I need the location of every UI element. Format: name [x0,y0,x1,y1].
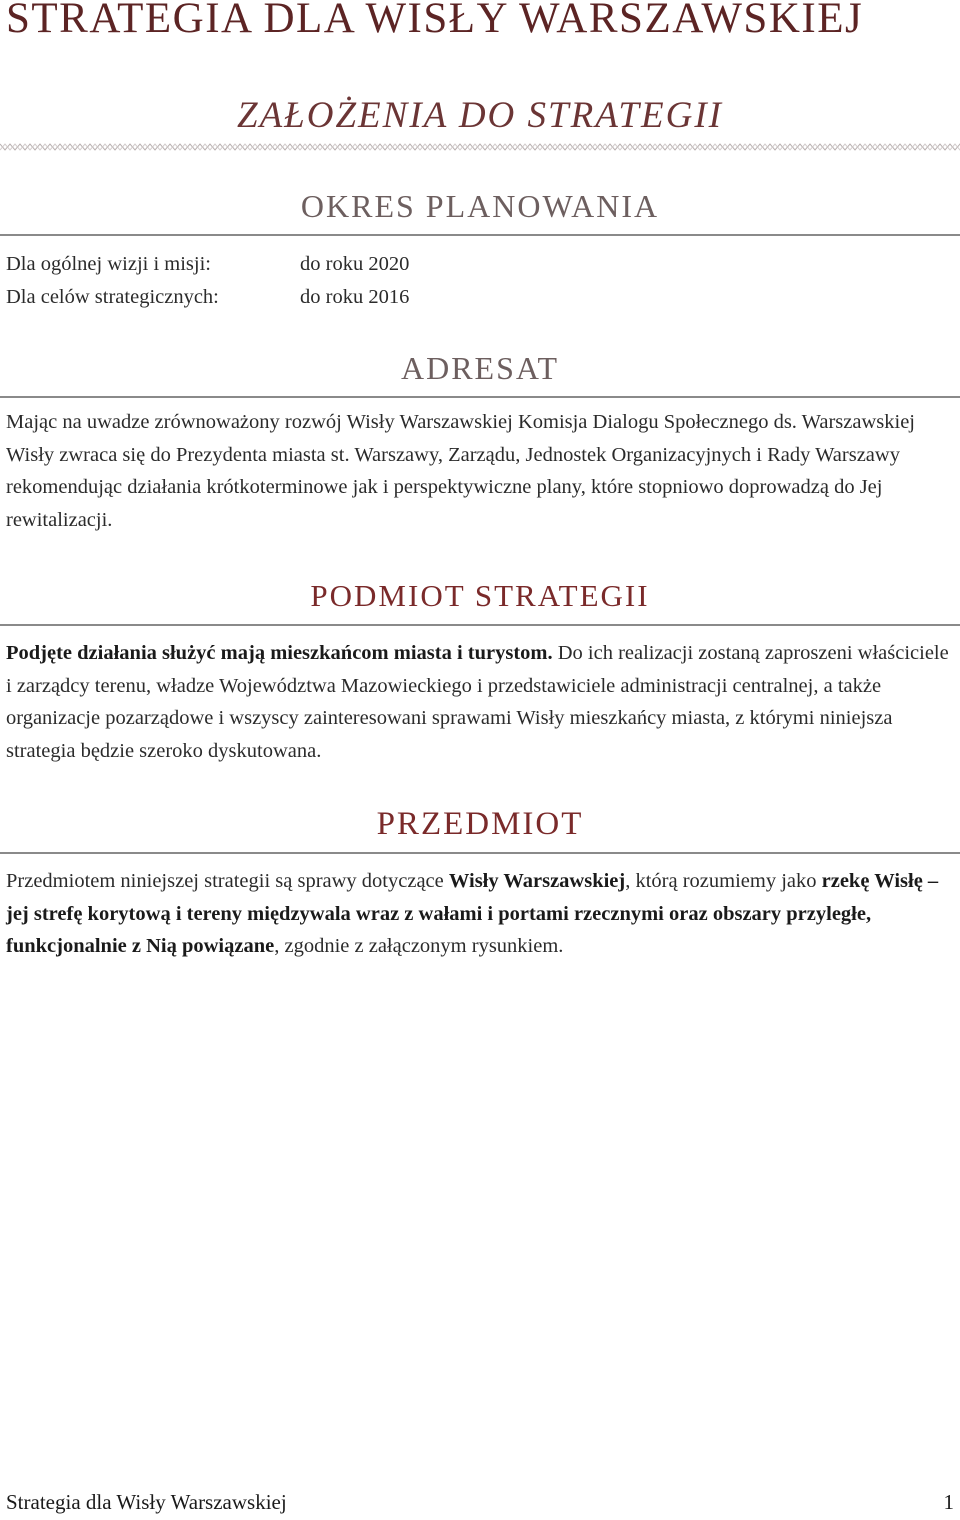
planning-row-label: Dla ogólnej wizji i misji: [6,253,211,275]
podmiot-paragraph [6,637,956,767]
decorative-zigzag-divider [0,140,960,154]
adresat-paragraph: Mając na uwadze zrównoważony rozwój Wisły Warszawskiej Komisja Dialogu Społecznego ds. Warszawskiej Wisły zwraca się do Prezydenta miasta st. Warszawy, Zarządu, Jednostek Organizacyjnych i Rady Warszawy rekomendując działania krótkoterminowe jak i perspektywiczne plany, które stopniowo doprowadzą do Jej rewitalizacji. [6,411,916,531]
przedmiot-paragraph [6,865,956,963]
page-number: 1 [943,1490,954,1514]
planning-row [6,281,409,314]
przedmiot-text-2: , którą rozumiemy jako [625,870,822,892]
chapter-title: ZAŁOŻENIA DO STRATEGII [237,95,723,136]
section-rule [0,234,960,236]
planning-period-table [6,248,409,314]
planning-row [6,248,409,281]
section-heading-przedmiot: PRZEDMIOT [376,806,584,842]
planning-row-value: do roku 2020 [300,253,410,275]
section-heading-okres: OKRES PLANOWANIA [300,188,660,224]
section-heading-podmiot: PODMIOT STRATEGII [310,578,650,613]
document-title: STRATEGIA DLA WISŁY WARSZAWSKIEJ [6,0,864,42]
przedmiot-text-1: Przedmiotem niniejszej strategii są sprawy dotyczące [6,870,449,892]
przedmiot-text-3: , zgodnie z załączonym rysunkiem. [274,935,564,957]
footer-title: Strategia dla Wisły Warszawskiej [6,1490,287,1514]
podmiot-lead-bold: Podjęte działania służyć mają mieszkańcom miasta i turystom. [6,642,553,664]
przedmiot-bold-2: rzekę Wisłę – jej strefę korytową i tereny międzywala wraz z wałami i portami rzecznymi oraz obszary przyległe, funkcjonalnie z Nią powiązane [6,870,939,957]
planning-row-label: Dla celów strategicznych: [6,286,219,308]
section-rule [0,852,960,854]
section-rule [0,396,960,398]
planning-row-value: do roku 2016 [300,286,410,308]
przedmiot-bold-1: Wisły Warszawskiej [448,870,626,892]
section-rule [0,624,960,626]
podmiot-text: Do ich realizacji zostaną zaproszeni właściciele i zarządcy terenu, władze Województwa Mazowieckiego i przedstawiciele administracji centralnej, a także organizacje pozarządowe i wszyscy zainteresowani sprawami Wisły mieszkańcy miasta, z którymi niniejsza strategia będzie szeroko dyskutowana. [6,642,949,762]
section-heading-adresat: ADRESAT [400,350,559,386]
